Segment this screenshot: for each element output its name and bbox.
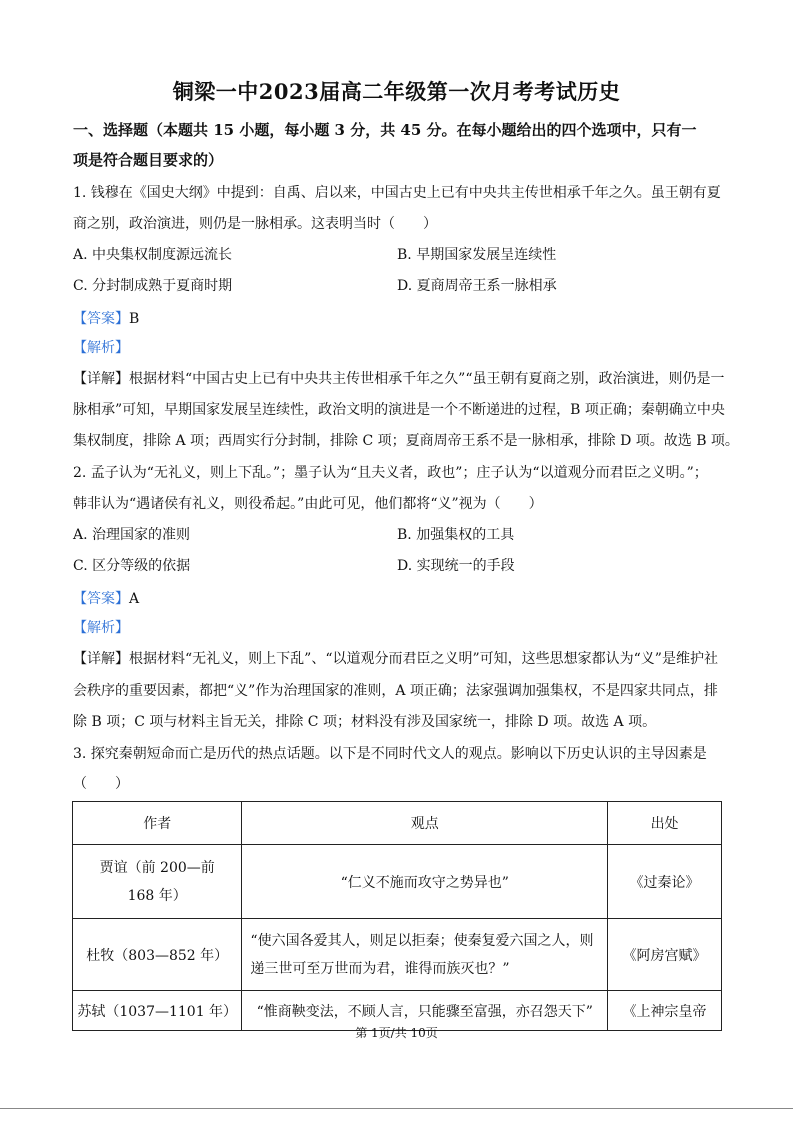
author-text-cont: 168 年）	[127, 887, 187, 904]
section-heading-line1: 一、选择题（本题共 15 小题，每小题 3 分，共 45 分。在每小题给出的四个选项中，只有一	[73, 121, 697, 139]
section-heading-line2: 项是符合题目要求的）	[73, 151, 224, 169]
table-header-author: 作者	[73, 802, 242, 845]
table-header-source: 出处	[608, 802, 722, 845]
answer-tag: 【答案】	[73, 591, 129, 607]
q1-stem-line2: 商之别，政治演进，则仍是一脉相承。这表明当时（ ）	[73, 216, 437, 232]
table-row	[73, 845, 722, 919]
page-title: 铜梁一中2023届高二年级第一次月考考试历史	[172, 79, 621, 104]
q2-detail-line3: 除 B 项；C 项与材料主旨无关，排除 C 项；材料没有涉及国家统一，排除 D 项。故选 A 项。	[73, 714, 657, 730]
q2-detail-line2: 会秩序的重要因素，都把“义”作为治理国家的准则，A 项正确；法家强调加强集权，不是四家共同点，排	[73, 683, 718, 699]
q1-option-d: D. 夏商周帝王系一脉相承	[397, 278, 557, 294]
table-cell-view: “惟商鞅变法，不顾人言，只能骤至富强，亦召怨天下”	[242, 991, 608, 1031]
q2-option-d: D. 实现统一的手段	[397, 558, 515, 574]
detail-tag: 【详解】	[73, 371, 129, 387]
author-text: 贾谊（前 200—前	[99, 859, 215, 876]
q2-stem-line2: 韩非认为“遇诸侯有礼义，则役希起。”由此可见，他们都将“义”视为（ ）	[73, 496, 543, 512]
table-cell-author	[73, 845, 242, 919]
q1-option-a: A. 中央集权制度源远流长	[73, 247, 233, 263]
table-cell-view	[242, 919, 608, 991]
q1-detail-line1	[73, 369, 733, 389]
analysis-tag: 【解析】	[73, 340, 129, 356]
table-cell-source: 《过秦论》	[608, 845, 722, 919]
table-cell-source: 《上神宗皇帝	[608, 991, 722, 1031]
q1-answer	[73, 309, 733, 329]
q2-detail-line1	[73, 649, 733, 669]
q1-option-c: C. 分封制成熟于夏商时期	[73, 278, 233, 294]
table-cell-author: 苏轼（1037—1101 年）	[73, 991, 242, 1031]
detail-tag: 【详解】	[73, 651, 129, 667]
bottom-divider	[0, 1108, 793, 1109]
q2-option-c: C. 区分等级的依据	[73, 558, 191, 574]
q1-detail-line2: 脉相承”可知，早期国家发展呈连续性，政治文明的演进是一个不断递进的过程，B 项正确；秦朝确立中央	[73, 402, 725, 418]
q2-answer	[73, 589, 733, 609]
q1-option-b: B. 早期国家发展呈连续性	[397, 247, 557, 263]
table-row	[73, 919, 722, 991]
q3-stem-line1: 3. 探究秦朝短命而亡是历代的热点话题。以下是不同时代文人的观点。影响以下历史认识的主导因素是	[73, 746, 707, 762]
history-table	[72, 801, 722, 1031]
analysis-tag: 【解析】	[73, 620, 129, 636]
table-cell-source: 《阿房宫赋》	[608, 919, 722, 991]
answer-tag: 【答案】	[73, 311, 129, 327]
view-text: “使六国各爱其人，则足以拒秦；使秦复爱六国之人，则	[250, 932, 594, 949]
q2-option-b: B. 加强集权的工具	[397, 527, 515, 543]
page-footer: 第 1页/共 10页	[355, 1026, 438, 1040]
q1-answer-value: B	[129, 311, 140, 327]
q1-detail-line3: 集权制度，排除 A 项；西周实行分封制，排除 C 项；夏商周帝王系不是一脉相承，排除 D 项。故选 B 项。	[73, 433, 739, 449]
q1-detail-text1: 根据材料“中国古史上已有中央共主传世相承千年之久”“虽王朝有夏商之别，政治演进，则仍是一	[129, 371, 725, 387]
q2-detail-text1: 根据材料“无礼义，则上下乱”、“以道观分而君臣之义明”可知，这些思想家都认为“义”是维护社	[129, 651, 718, 667]
table-header-row	[73, 802, 722, 845]
q2-answer-value: A	[129, 591, 140, 607]
q1-analysis	[73, 338, 733, 358]
view-text-cont: 递三世可至万世而为君，谁得而族灭也？”	[250, 960, 510, 977]
q2-analysis	[73, 618, 733, 638]
q2-option-a: A. 治理国家的准则	[73, 527, 191, 543]
table-cell-author: 杜牧（803—852 年）	[73, 919, 242, 991]
q1-stem-line1: 1. 钱穆在《国史大纲》中提到：自禹、启以来，中国古史上已有中央共主传世相承千年之久。虽王朝有夏	[73, 185, 721, 201]
q2-stem-line1: 2. 孟子认为“无礼义，则上下乱。”；墨子认为“且夫义者，政也”；庄子认为“以道观分而君臣之义明。”；	[73, 465, 708, 481]
table-header-view: 观点	[242, 802, 608, 845]
table-cell-view: “仁义不施而攻守之势异也”	[242, 845, 608, 919]
q3-stem-line2: （ ）	[73, 776, 129, 792]
